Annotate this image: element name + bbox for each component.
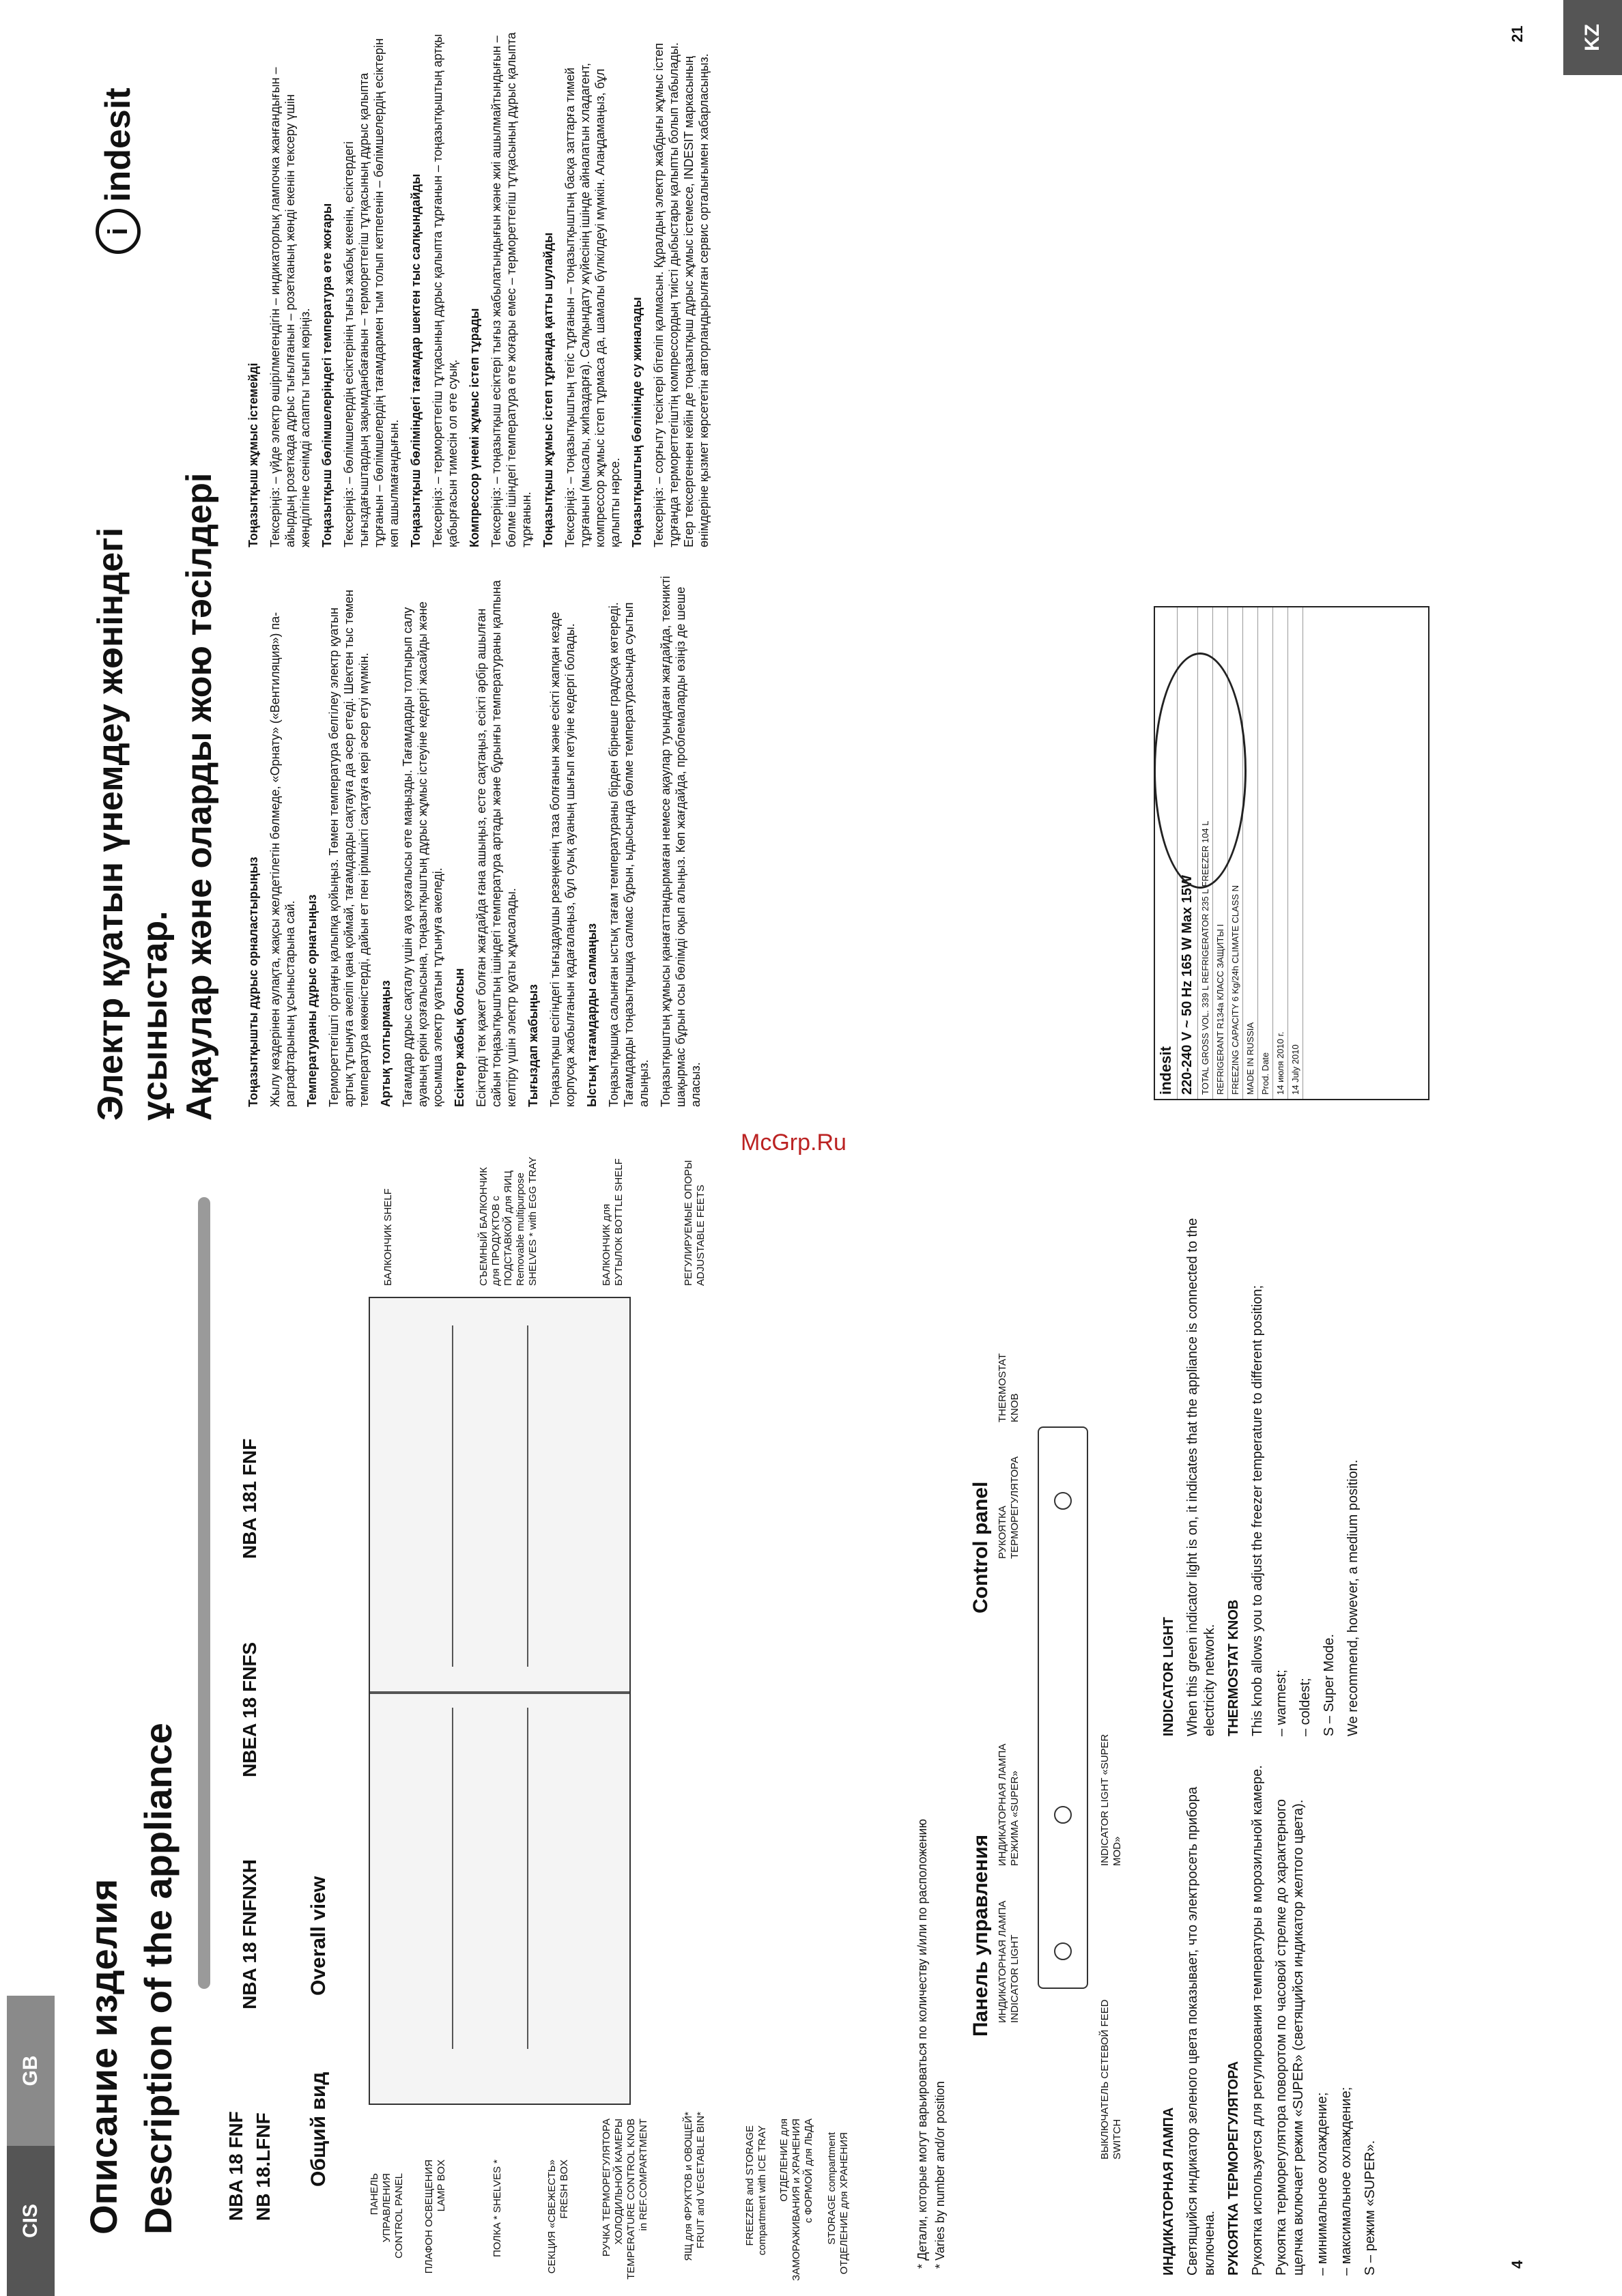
kz-title-3: Ақаулар және оларды жою тәсілдері [180, 472, 219, 1121]
fridge-shelf-4 [527, 1325, 528, 1667]
cis-tab-label: CIS [19, 2204, 42, 2239]
ru-column [1161, 1757, 1386, 2276]
kz-c1-t2: Тағамдар дұрыс сақталу үшін ауа қозғалысы өте маңызды. Тағамдарды толтырып салу ауаның еркін қозғалысына, тоңазытқыштың дұрыс жұмыс істеуіне кедергі жасайды және қосымша электр қуатын тұтынуға әкеледі. [401, 601, 444, 1107]
kz-title-1: Электр қуатын үнемдеу жөніндегі [91, 527, 130, 1121]
kz-column-2 [246, 29, 718, 547]
control-panel-drawing [1038, 1426, 1088, 1989]
en-warmest: – warmest; [1274, 1669, 1289, 1736]
kz-c1-t1: Термореттегішті ортаңғы қалыпқа қойыңыз. Төмен температура белгілеу электр қуатын артық тұтынуға әкеліп қана қоймай, тағамдарды сақтауға да әсер етеді. Шектен тыс төмен температура көкөністерді, дайын ет пен ірімшікті сақтауға кері әсер етуі мүмкін. [327, 590, 371, 1107]
kz-c1-t4: Тоңазытқыш есігіндегі тығыздаушы резеңкенің таза болғанын және есікті жапқан кезде корпусқа жабылғанын қадағалаңыз, бұл суық ауаның шығып кетуіне кедергі болады. [548, 612, 577, 1107]
ru-knob-heading: РУКОЯТКА ТЕРМОРЕГУЛЯТОРА [1226, 2061, 1241, 2276]
label-adjustable-feet: РЕГУЛИРУЕМЫЕ ОПОРЫ ADJUSTABLE FEETS [683, 1160, 707, 1286]
kz-c2-t0: Тексеріңіз: – үйде электр өшірілмегендігін – индикаторлық лампочка жанғандығын – айырдың розеткада дұрыс тығылғанын – розетканың жөнді екенін тексеру үшін жөнділігіне сенімді аспапты тығып көріңіз. [268, 67, 312, 547]
label-freezer-en: FREEZER and STORAGE compartment with ICE TRAY [744, 2125, 768, 2256]
gb-tab-label: GB [19, 2055, 42, 2086]
kz-c2-h1: Тоңазытқыш бөлімшелеріндегі температура өте жоғары [320, 203, 334, 547]
plate-row-5: MADE IN RUSSIA [1243, 607, 1258, 1099]
plate-date-1: 14 июля 2010 г. [1273, 607, 1288, 1099]
model-4: NBEA 18 FNFS [239, 1641, 260, 1777]
panel-heading-ru: Панель управления [969, 1834, 992, 2037]
kz-c2-t4: Тексеріңіз: – тоңазытқыштың тегіс тұрғанын – тоңазытқыштың басқа заттарға тимей тұрғанын (мысалы, жиһаздарға). Салқындату жүйесінің ішінде айналатын хладагент, компрессор жұмыс істеп тұрмаса да, шамалы бүлкілдеуі мүмкін. Алаңдамаңыз, бұл қалыпты нәрсе. [563, 63, 622, 547]
fridge-divider [370, 1691, 629, 1694]
note-en: * Varies by number and/or position [933, 2081, 947, 2269]
panel-label-feed-switch: ВЫКЛЮЧАТЕЛЬ СЕТЕВОЙ FEED SWITCH [1099, 1999, 1123, 2159]
model-5: NBA 181 FNF [239, 1438, 260, 1559]
kz-c1-h4: Тығыздап жабыңыз [526, 984, 540, 1107]
en-indicator-text: When this green indicator light is on, it indicates that the appliance is connected to the electricity network. [1185, 1218, 1217, 1736]
label-freezer-ru: ОТДЕЛЕНИЕ для ЗАМОРАЖИВАНИЯ и ХРАНЕНИЯ с ФОРМОЙ для ЛЬДА [778, 2119, 814, 2281]
title-en: Description of the appliance [137, 1723, 180, 2235]
indesit-logo-text: indesit [98, 87, 138, 202]
left-page [0, 1148, 1622, 2296]
fridge-illustration [369, 1297, 631, 2105]
en-indicator-heading: INDICATOR LIGHT [1161, 1617, 1176, 1736]
kz-c2-t5: Тексеріңіз: – сорғыту тесіктері бітеліп қалмасын. Құралдың электр жабдығы жұмыс істеп тұрғанда термореттегіштің компрессордың тиісті дыбыстары қалыпты болып табылады. Егер тексергеннен кейін де тоңазытқыш дұрыс жұмыс істемесе, INDESIT маркасының өнімдеріне қызмет көрсететін авторландырылған сервис орталығымен хабарласыңыз. [652, 42, 711, 547]
plate-brand: indesit [1155, 607, 1178, 1099]
plate-row-3: REFRIGERANT R134a КЛАСС ЗАЩИТЫ I [1213, 607, 1228, 1099]
kz-c1-t5: Тоңазытқышқа салынған ыстық тағам температураны бірден бірнеше градусқа көтереді. Тағамдарды тоңазытқышқа салмас бұрын, ыдысында бөлме температурасында суытып алыңыз. [607, 602, 651, 1107]
panel-label-super-en: INDICATOR LIGHT «SUPER MOD» [1099, 1734, 1123, 1866]
plate-date-2: 14 July 2010 [1288, 607, 1303, 1099]
kz-title-2: ұсыныстар. [135, 910, 175, 1121]
label-bottle-shelf: БАЛКОНЧИК для БУТЫЛОК BOTTLE SHELF [601, 1158, 625, 1286]
model-2: NB 18.LFNF [253, 2112, 274, 2221]
en-recommend: We recommend, however, a medium position. [1346, 1459, 1361, 1736]
overall-ru: Общий вид [307, 2071, 330, 2187]
panel-label-knob-en: THERMOSTAT KNOB [997, 1353, 1021, 1422]
header-bar [198, 1197, 210, 1989]
kz-c2-h5: Тоңазытқыштың бөлімінде су жиналады [630, 297, 644, 547]
overall-en: Overall view [307, 1876, 330, 1996]
plate-prod-date: Prod. Date [1258, 607, 1273, 1099]
panel-label-knob-ru: РУКОЯТКА ТЕРМОРЕГУЛЯТОРА [997, 1456, 1021, 1559]
kz-c2-h2: Тоңазытқыш бөліміндегі тағамдар шектен тыс салқындайды [409, 173, 423, 547]
kz-c2-h3: Компрессор үнемі жұмыс істеп тұрады [468, 308, 481, 547]
label-fresh-box: СЕКЦИЯ «СВЕЖЕСТЬ» FRESH BOX [546, 2159, 570, 2274]
kz-c1-t0: Жылу көздерінен аулақта, жақсы желдетілетін бөлмеде, «Орнату» («Вентиляция») па-раграфтарының ұсыныстарына сай. [268, 612, 297, 1107]
gb-tab [7, 1996, 55, 2146]
kz-c2-t3: Тексеріңіз: – тоңазытқыш есіктері тығыз жабылатындығын және жиі ашылмайтындығын – бөлме ішіндегі температура өте жоғары емес – термореттегіш тұтқасының дұрыс қалыпта тұрғанын. [489, 32, 533, 547]
kz-c1-h5: Ыстық тағамдарды салмаңыз [585, 923, 599, 1107]
ru-indicator-text: Светящийся индикатор зеленого цвета показывает, что электросеть прибора включена. [1185, 1786, 1217, 2276]
fridge-shelf-1 [452, 1708, 453, 2049]
label-veg-bin: ЯЩ для ФРУКТОВ и ОВОЩЕЙ* FRUIT and VEGETABLE BIN* [683, 2112, 707, 2261]
kz-c1-t6: Тоңазытқыштың жұмысы қанағаттандырмаған немесе ақаулар туындаған жағдайда, техникті шақырмас бұрын осы бөлімді оқып алыңыз. Көп жағдайда, проблемаларды өзіңіз де шеше аласыз. [659, 575, 702, 1107]
ru-knob-text-1: Рукоятка используется для регулирования температуры в морозильной камере. [1250, 1765, 1265, 2276]
label-temp-knob: РУЧКА ТЕРМОРЕГУЛЯТОРА ХОЛОДИЛЬНОЙ КАМЕРЫ TEMPERATURE CONTROL KNOB in REF.COMPARTMENT [601, 2119, 649, 2280]
label-storage: STORAGE compartment ОТДЕЛЕНИЕ для ХРАНЕНИЯ [826, 2132, 850, 2275]
en-super: S – Super Mode. [1322, 1633, 1337, 1736]
label-control-panel: ПАНЕЛЬ УПРАВЛЕНИЯ CONTROL PANEL [369, 2173, 405, 2259]
label-shelves: ПОЛКА * SHELVES * [492, 2159, 503, 2258]
kz-tab-label: KZ [1581, 24, 1604, 51]
kz-column-1 [246, 575, 710, 1107]
ru-indicator-heading: ИНДИКАТОРНАЯ ЛАМПА [1161, 2107, 1176, 2276]
label-lamp-box: ПЛАФОН ОСВЕЩЕНИЯ LAMP BOX [423, 2159, 447, 2274]
panel-label-indicator: ИНДИКАТОРНАЯ ЛАМПА INDICATOR LIGHT [997, 1900, 1021, 2023]
panel-label-super: ИНДИКАТОРНАЯ ЛАМПА РЕЖИМА «SUPER» [997, 1743, 1021, 1866]
kz-c1-h2: Артық толтырмаңыз [379, 980, 393, 1107]
plate-row-4: FREEZING CAPACITY 6 Kg/24h CLIMATE CLASS N [1228, 607, 1243, 1099]
en-column [1161, 1190, 1369, 1736]
en-coldest: – coldest; [1298, 1678, 1313, 1736]
kz-c1-t3: Есіктерді тек қажет болған жағдайда ғана ашыңыз, есте сақтаңыз, есікті әрбір ашылған сайын тоңазытқыштың ішіндегі температура артады және бұрынғы температураны қалпына келтіру үшін электр қуаты жұмсалады. [474, 580, 518, 1107]
label-multipurpose-shelves: СЪЕМНЫЙ БАЛКОНЧИК для ПРОДУКТОВ с ПОДСТАВКОЙ для ЯИЦ Removable multipurpose SHELVES * with EGG TRAY [478, 1156, 539, 1286]
indesit-logo-icon: i [96, 209, 141, 254]
en-knob-text: This knob allows you to adjust the freezer temperature to different position; [1250, 1285, 1265, 1736]
model-1: NBA 18 FNF [225, 2111, 246, 2221]
indicator-light-icon [1054, 1806, 1072, 1824]
model-3: NBA 18 FNFNXH [239, 1859, 260, 2009]
kz-c2-t2: Тексеріңіз: – термореттегіш тұтқасының дұрыс қалыпта тұрғанын – тоңазытқыштың артқы қабырғасын тимесін ол өте суық. [431, 33, 459, 547]
kz-c1-h1: Температураны дұрыс орнатыңыз [305, 894, 319, 1107]
en-knob-heading: THERMOSTAT KNOB [1226, 1599, 1241, 1736]
label-shelf: БАЛКОНЧИК SHELF [382, 1188, 394, 1286]
page-number-right: 21 [1509, 25, 1526, 42]
ru-super: S – режим «SUPER». [1363, 2140, 1378, 2276]
title-ru: Описание изделия [82, 1878, 125, 2235]
kz-c1-h0: Тоңазытқышты дұрыс орналастырыңыз [246, 857, 260, 1107]
feed-switch-icon [1054, 1942, 1072, 1960]
page-number-left: 4 [1509, 2260, 1526, 2269]
kz-c2-h0: Тоңазытқыш жұмыс істемейді [246, 362, 260, 547]
plate-highlight-oval [1154, 652, 1247, 889]
plate-row-2: TOTAL GROSS VOL. 339 L REFRIGERATOR 235 L FREEZER 104 L [1198, 607, 1213, 1099]
ru-knob-text-2: Рукоятка терморегулятора поворотом по часовой стрелке до характерного щелчка включает режим «SUPER» (светящийся индикатор желтого цвета). [1274, 1799, 1306, 2276]
cis-tab [7, 2146, 55, 2296]
panel-heading-en: Control panel [969, 1481, 992, 1613]
plate-row-1: 220-240 V ~ 50 Hz 165 W Max 15W [1178, 607, 1198, 1099]
kz-c2-h4: Тоңазытқыш жұмыс істеп тұрғанда қатты шулайды [541, 232, 555, 547]
thermostat-knob-icon [1054, 1492, 1072, 1510]
kz-c2-t1: Тексеріңіз: – бөлімшелердің есіктерінің тығыз жабық екенін, есіктердегі тығыздағыштардың зақымданбағанын – термореттегіш тұтқасының дұрыс қалыпта тұрғанын – бөлімшелердің тағамдармен тым толып кетпегенін – бөлімшелердің есіктерін көп ашылмағандығын. [342, 38, 401, 547]
indesit-logo [96, 87, 141, 254]
ru-min-cool: – минимальное охлаждение; [1315, 2092, 1330, 2276]
fridge-shelf-3 [452, 1325, 453, 1667]
note-ru: * Детали, которые могут варьироваться по количеству и/или по расположению [915, 1819, 929, 2269]
watermark-text: McGrp.Ru [741, 1130, 846, 1156]
fridge-shelf-2 [527, 1708, 528, 2049]
kz-c1-h3: Есіктер жабық болсын [453, 968, 466, 1107]
ru-max-cool: – максимальное охлаждение; [1339, 2086, 1354, 2276]
